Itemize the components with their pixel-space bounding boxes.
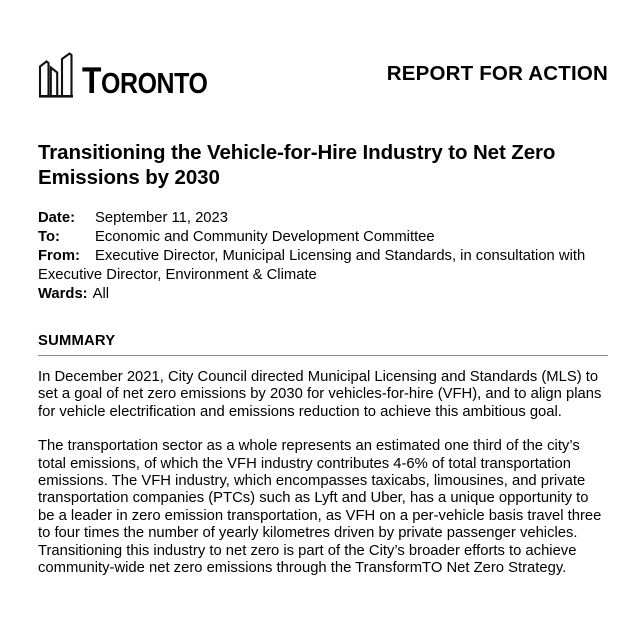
wordmark-lead-letter: T bbox=[82, 59, 102, 101]
date-label: Date: bbox=[38, 210, 75, 226]
report-metadata bbox=[32, 190, 608, 304]
metadata-row-from bbox=[38, 247, 608, 266]
from-label: From: bbox=[38, 248, 80, 264]
summary-paragraph-2: The transportation sector as a whole represents an estimated one third of the city’s total emissions, of which the VFH industry contributes 4-6% of total transportation emissions. The VFH industry, which encompasses taxicabs, limousines, and private transportation companies (PTCs) such as Lyft and Uber, has a unique opportunity to be a leader in zero emission transportation, as VFH on a per-vehicle basis travel three to four times the number of yearly kilometres driven by private passenger vehicles. Transitioning this industry to net zero is part of the City’s broader efforts to achieve community-wide net zero emissions through the TransformTO Net Zero Strategy. bbox=[38, 438, 602, 577]
from-value-continuation: Executive Director, Environment & Climate bbox=[38, 267, 317, 283]
wards-label: Wards: bbox=[38, 286, 88, 302]
wordmark-rest: ORONTO bbox=[101, 67, 208, 100]
toronto-logo bbox=[38, 52, 228, 101]
from-value: Executive Director, Municipal Licensing and Standards, in consultation with bbox=[95, 248, 586, 264]
to-value: Economic and Community Development Committee bbox=[95, 229, 435, 245]
summary-section-heading bbox=[32, 304, 608, 356]
to-label: To: bbox=[38, 229, 60, 245]
toronto-city-hall-towers-icon bbox=[38, 52, 78, 98]
report-type-label: REPORT FOR ACTION bbox=[386, 62, 608, 85]
metadata-row-wards bbox=[38, 285, 608, 304]
date-value: September 11, 2023 bbox=[95, 210, 228, 226]
document-header bbox=[32, 0, 608, 101]
summary-body bbox=[32, 356, 608, 577]
toronto-wordmark bbox=[82, 59, 208, 101]
metadata-row-to bbox=[38, 228, 608, 247]
wards-value: All bbox=[92, 286, 110, 302]
metadata-row-date bbox=[38, 209, 608, 228]
page-title: Transitioning the Vehicle-for-Hire Industry to Net Zero Emissions by 2030 bbox=[38, 141, 556, 189]
summary-paragraph-1: In December 2021, City Council directed Municipal Licensing and Standards (MLS) to set a goal of net zero emissions by 2030 for vehicles-for-hire (VFH), and to align plans for vehicle electrification and emissions reduction to achieve this ambitious goal. bbox=[38, 369, 602, 420]
summary-heading-text: SUMMARY bbox=[38, 333, 116, 349]
